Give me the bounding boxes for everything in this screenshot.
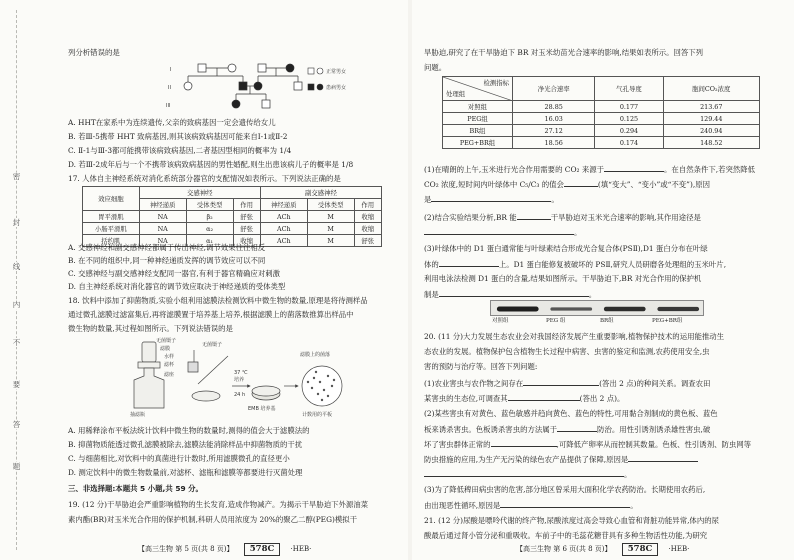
binding-char: 不 bbox=[12, 338, 21, 347]
q17-option-d: D. 自主神经系统对消化器官的调节效应取决于神经递质的受体类型 bbox=[68, 282, 286, 291]
q16-option-c: C. Ⅱ-1与Ⅲ-3都可能携带该病致病基因,二者基因型相同的概率为 1/4 bbox=[68, 146, 292, 155]
gel-label: BR组 bbox=[600, 318, 614, 324]
gel-band bbox=[497, 307, 539, 312]
binding-strip bbox=[0, 0, 34, 560]
table-row bbox=[443, 113, 760, 125]
q17-option-a: A. 交感神经和副交感神经都属于传出神经,调节效果往往相反 bbox=[68, 243, 266, 252]
q19-1-line-2: CO₂ 浓度,短时间内叶绿体中 C₅/C₃ 的值会 (填“变大”、“变小”或“不变”),原因 bbox=[424, 180, 710, 189]
table-cell: ACh bbox=[260, 235, 307, 247]
q19-1-line-1: (1)在晴朗的上午,玉米进行光合作用需要的 CO₂ 来源于 。在自然条件下,若突然降低 bbox=[424, 165, 756, 174]
table-cell: NA bbox=[139, 235, 186, 247]
fig-label: 无菌镊子 bbox=[156, 338, 177, 344]
fig-label: 抽滤瓶 bbox=[130, 412, 146, 418]
table-cell: 0.177 bbox=[595, 101, 663, 113]
binding-char: 封 bbox=[12, 218, 21, 227]
q20-3-line-2: 由出现恶性循环,原因是 。 bbox=[424, 501, 638, 510]
table-cell: 0.294 bbox=[595, 125, 663, 137]
table-cell: 27.12 bbox=[513, 125, 595, 137]
binding-char: 答 bbox=[12, 420, 21, 429]
q16-option-b: B. 若Ⅲ-5携带 HHT 致病基因,则其该病致病基因可能来自Ⅰ-1或Ⅱ-2 bbox=[68, 132, 288, 141]
q20-1-line-2: 某害虫的生态位,可调查其 (答出 2 点)。 bbox=[424, 394, 625, 403]
q19-2-line-1: (2)结合实验结果分析,BR 能 干旱胁迫对玉米光合速率的影响,其作用途径是 bbox=[424, 213, 701, 222]
table-cell: NA bbox=[139, 211, 186, 223]
question-19-line-2: 素内酯(BR)对玉米光合作用的保护机制,科研人员用浓度为 20%的聚乙二醇(PEG)模拟干 bbox=[68, 515, 358, 524]
gel-label: PEG 组 bbox=[546, 318, 566, 324]
question-18-line-1: 18. 饮料中添加了抑菌物质,实验小组利用滤膜法检测饮料中微生物的数量,原理是将待测样品 bbox=[68, 296, 368, 305]
q19-3-line-3: 利用电泳法检测 D1 蛋白的含量,结果如图所示。干旱胁迫下,BR 对光合作用的保护机 bbox=[424, 274, 702, 283]
q19-intro-line-1: 旱胁迫,研究了在干旱胁迫下 BR 对玉米幼苗光合速率的影响,结果如表所示。回答下列 bbox=[424, 48, 704, 57]
footer-page: 第 5 页(共 8 页)】 bbox=[175, 545, 234, 554]
q18-option-d: D. 测定饮料中的微生物数量前,对滤杯、滤瓶和滤膜等都要进行灭菌处理 bbox=[68, 468, 303, 477]
table-subheader: 神经递质 bbox=[139, 199, 186, 211]
individual-II-4 bbox=[294, 82, 302, 90]
table-cell: M bbox=[307, 223, 354, 235]
gel-label: PEG+BR组 bbox=[652, 318, 683, 324]
table-cell: PEG+BR组 bbox=[443, 137, 513, 149]
page-6-footer bbox=[516, 543, 689, 556]
footer-mark: ·HEB· bbox=[668, 545, 690, 554]
individual-I-3 bbox=[258, 64, 266, 72]
binding-char: 题 bbox=[12, 462, 21, 471]
binding-char: 线 bbox=[12, 262, 21, 271]
table-cell: 129.44 bbox=[663, 113, 759, 125]
table-cell: 对照组 bbox=[443, 101, 513, 113]
individual-I-1 bbox=[198, 64, 206, 72]
table-subheader: 受体类型 bbox=[186, 199, 233, 211]
individual-II-1 bbox=[184, 82, 192, 90]
binding-char: 要 bbox=[12, 380, 21, 389]
q17-table bbox=[82, 186, 382, 247]
fig-label: 滤膜上的菌落 bbox=[300, 352, 331, 358]
table-cell: 16.03 bbox=[513, 113, 595, 125]
gen-label: I bbox=[170, 67, 172, 73]
table-row bbox=[83, 211, 382, 223]
table-row bbox=[443, 101, 760, 113]
question-18-line-2: 通过微孔滤膜过滤富集后,再将滤膜置于培养基上培养,根据滤膜上的菌落数推算出样品中 bbox=[68, 310, 354, 319]
suction-flask bbox=[134, 368, 164, 408]
table-cell: 0.125 bbox=[595, 113, 663, 125]
fig-label: 培养 bbox=[234, 377, 245, 383]
table-cell: 收缩 bbox=[233, 235, 260, 247]
fig-label: 滤座 bbox=[164, 372, 175, 378]
footer-subject: 【高三生物 bbox=[516, 545, 551, 554]
corner-bottom-label: 处理组 bbox=[446, 90, 466, 98]
individual-II-3 bbox=[254, 82, 262, 90]
fig-label: 计数用的平板 bbox=[302, 412, 333, 418]
question-16-stem-end: 列分析错误的是 bbox=[68, 48, 120, 57]
gel-band bbox=[657, 307, 699, 311]
fig-label: 37 ℃ bbox=[234, 370, 248, 376]
electrophoresis-gel bbox=[490, 300, 704, 316]
table-cell: ACh bbox=[260, 223, 307, 235]
binding-char: 密 bbox=[12, 172, 21, 181]
question-17: 17. 人体自主神经系统对消化系统部分器官的支配情况如表所示。下列说法正确的是 bbox=[68, 174, 341, 183]
table-cell: ACh bbox=[260, 211, 307, 223]
table-cell: 18.56 bbox=[513, 137, 595, 149]
table-cell: 胃平滑肌 bbox=[83, 211, 140, 223]
q18-option-c: C. 与细菌相比,对饮料中的真菌进行计数时,所用滤膜微孔的直径更小 bbox=[68, 454, 290, 463]
table-subheader: 受体类型 bbox=[307, 199, 354, 211]
fig-label: 无菌镊子 bbox=[202, 342, 223, 348]
table-subheader: 作用 bbox=[354, 199, 381, 211]
question-20-line-2: 态农业的发展。植物保护包含植物生长过程中病害、虫害的鉴定和监测,农药使用安全,虫 bbox=[424, 347, 710, 356]
q17-option-b: B. 在不同的组织中,同一种神经递质发挥的调节效应可以不同 bbox=[68, 256, 266, 265]
table-subheader: 作用 bbox=[233, 199, 260, 211]
table-header: 交感神经 bbox=[139, 187, 260, 199]
individual-III-2 bbox=[262, 100, 270, 108]
table-cell: α₁ bbox=[186, 235, 233, 247]
table-cell: 收缩 bbox=[354, 223, 381, 235]
q18-option-b: B. 抑菌物质能透过微孔滤膜被除去,滤膜法能消除样品中抑菌物质的干扰 bbox=[68, 440, 303, 449]
page-5-footer bbox=[138, 543, 311, 556]
individual-I-2 bbox=[228, 64, 236, 72]
table-cell: β₂ bbox=[186, 211, 233, 223]
footer-code: 578C bbox=[622, 543, 659, 556]
table-cell: 28.85 bbox=[513, 101, 595, 113]
filter-cup bbox=[142, 342, 156, 362]
fig-label: 水样 bbox=[164, 354, 175, 360]
table-cell: M bbox=[307, 235, 354, 247]
q20-2-line-5: 。 bbox=[424, 469, 631, 479]
table-cell: 舒张 bbox=[233, 211, 260, 223]
gen-label: III bbox=[166, 103, 171, 109]
footer-page: 第 6 页(共 8 页)】 bbox=[553, 545, 612, 554]
table-header: 气孔导度 bbox=[595, 77, 663, 101]
gen-label: II bbox=[168, 85, 171, 91]
q19-3-line-4: 制是 。 bbox=[424, 290, 597, 299]
q18-option-a: A. 用稀释涂布平板法统计饮料中微生物的数量时,测得的值会大于滤膜法的 bbox=[68, 426, 310, 435]
legend-normal: 正常男女 bbox=[326, 69, 347, 75]
table-header: 效应细胞 bbox=[83, 187, 140, 211]
q19-table bbox=[442, 76, 760, 149]
table-header: 胞间CO₂浓度 bbox=[663, 77, 759, 101]
fig-label: 滤膜 bbox=[160, 346, 171, 352]
table-header: 副交感神经 bbox=[260, 187, 381, 199]
table-row bbox=[443, 137, 760, 149]
q19-intro-line-2: 问题。 bbox=[424, 63, 447, 72]
membrane bbox=[192, 391, 220, 401]
gel-band bbox=[604, 307, 646, 312]
q20-2-line-4: 防虫措施的应用,为生产无污染的绿色农产品提供了保障,原因是 bbox=[424, 454, 698, 464]
table-cell: 148.52 bbox=[663, 137, 759, 149]
q16-option-a: A. HHT在家系中为连续遗传,父亲的致病基因一定会遗传给女儿 bbox=[68, 118, 276, 127]
table-cell: 240.94 bbox=[663, 125, 759, 137]
question-20-line-1: 20. (11 分)大力发展生态农业会对我国经济发展产生重要影响,植物保护技术的运用能推动生 bbox=[424, 332, 725, 341]
q19-2-line-2: 。 bbox=[424, 227, 581, 237]
q19-3-line-1: (3)叶绿体中的 D1 蛋白通常能与叶绿素结合形成光合复合体(PSⅡ),D1 蛋白分布在叶绿 bbox=[424, 244, 708, 253]
footer-subject: 【高三生物 bbox=[138, 545, 173, 554]
gel-label: 对照组 bbox=[492, 318, 509, 324]
footer-mark: ·HEB· bbox=[290, 545, 312, 554]
filter-base bbox=[138, 362, 160, 368]
table-cell: NA bbox=[139, 223, 186, 235]
table-subheader: 神经递质 bbox=[260, 199, 307, 211]
table-cell: α₂ bbox=[186, 223, 233, 235]
question-19-line-1: 19. (12 分)干旱胁迫会严重影响植物的生长发育,造成作物减产。为揭示干旱胁迫下外源油菜 bbox=[68, 500, 369, 509]
table-row bbox=[83, 223, 382, 235]
question-18-line-3: 微生物的数量,其过程如图所示。下列说法错误的是 bbox=[68, 324, 233, 333]
question-20-line-3: 害的预防与治疗等。回答下列问题: bbox=[424, 362, 538, 371]
q20-3-line-1: (3)为了降低稗田病虫害的危害,部分地区曾采用大面积化学农药防治。长期使用农药后, bbox=[424, 485, 706, 494]
table-cell: M bbox=[307, 211, 354, 223]
fig-label: 24 h bbox=[234, 392, 246, 398]
table-cell: 小肠平滑肌 bbox=[83, 223, 140, 235]
table-cell: 括约肌 bbox=[83, 235, 140, 247]
table-cell: 舒张 bbox=[233, 223, 260, 235]
legend-affected: 患病男女 bbox=[326, 85, 347, 91]
q20-2-line-2: 板来诱杀害虫。色板诱杀害虫的方法属于 防治。用性引诱剂诱杀雄性害虫,破 bbox=[424, 425, 711, 434]
table-cell: 舒张 bbox=[354, 235, 381, 247]
table-cell: 0.174 bbox=[595, 137, 663, 149]
pedigree-chart bbox=[148, 62, 348, 112]
table-row bbox=[443, 125, 760, 137]
table-cell: BR组 bbox=[443, 125, 513, 137]
q20-2-line-3: 坏了害虫群体正常的 ,可降低产卵率从而控制其数量。色板、性引诱剂、防虫网等 bbox=[424, 440, 752, 449]
table-cell: 213.67 bbox=[663, 101, 759, 113]
table-cell: 收缩 bbox=[354, 211, 381, 223]
individual-I-4 bbox=[286, 64, 294, 72]
page-6 bbox=[412, 0, 794, 560]
q20-1-line-1: (1)农业害虫与农作物之间存在 (答出 2 点)的种间关系。调查农田 bbox=[424, 379, 711, 388]
membrane-filtration-figure bbox=[128, 336, 348, 418]
table-corner bbox=[443, 77, 513, 101]
table-cell: PEG组 bbox=[443, 113, 513, 125]
gel-band bbox=[550, 307, 592, 310]
section-3-heading: 三、非选择题:本题共 5 小题,共 59 分。 bbox=[68, 484, 203, 493]
corner-top-label: 检测指标 bbox=[483, 79, 509, 87]
q19-3-line-2: 体的 上。D1 蛋白能修复被破坏的 PSⅡ,研究人员研磨各处理组的玉米叶片, bbox=[424, 260, 727, 269]
q17-option-c: C. 交感神经与副交感神经支配同一器官,有利于器官精确应对刺激 bbox=[68, 269, 280, 278]
q16-option-d: D. 若Ⅲ-2成年后与一个不携带该病致病基因的男性婚配,则生出患该病儿子的概率是 1/8 bbox=[68, 160, 354, 169]
footer-code: 578C bbox=[244, 543, 281, 556]
fig-label: 滤杯 bbox=[164, 362, 175, 368]
individual-III-1 bbox=[232, 100, 240, 108]
binding-char: 内 bbox=[12, 300, 21, 309]
individual-II-2 bbox=[239, 82, 247, 90]
question-21-line-1: 21. (12 分)尿酸是嘌呤代谢的终产物,尿酸浓度过高会导致心血管和肾脏功能异常,体内的尿 bbox=[424, 516, 719, 525]
fig-label: EMB 培养基 bbox=[248, 406, 276, 412]
question-21-line-2: 酸最后通过肾小管分泌和重吸收。车前子中的毛蕊花糖苷具有多种生物活性功能,为研究 bbox=[424, 531, 708, 540]
q20-2-line-1: (2)某些害虫有对黄色、蓝色敏感并趋向黄色、蓝色的特性,可用黏合剂制成的黄色板、蓝色 bbox=[424, 409, 718, 418]
q19-1-line-3: 是 。 bbox=[424, 195, 559, 204]
table-header: 净光合速率 bbox=[513, 77, 595, 101]
